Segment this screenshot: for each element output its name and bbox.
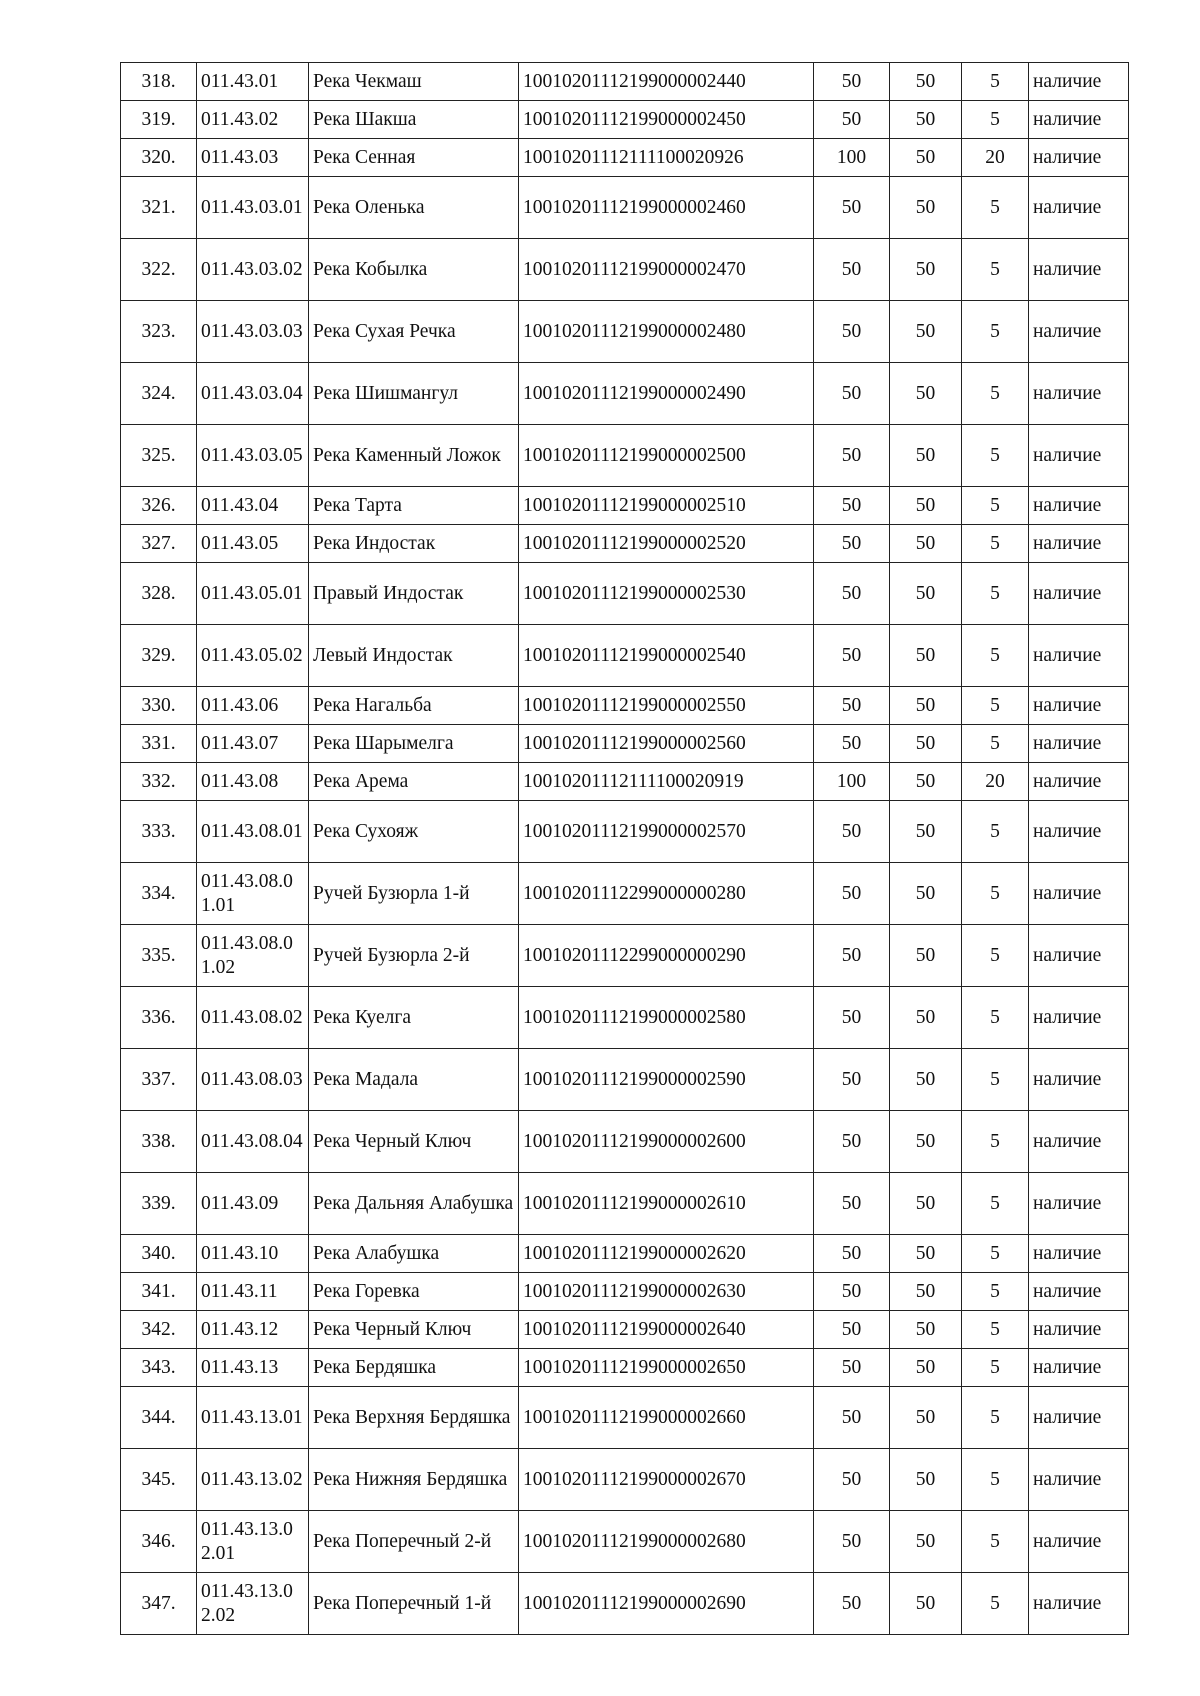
- status-cell: наличие: [1029, 1573, 1129, 1635]
- table-row: [121, 1111, 1129, 1173]
- row-number-cell: 323.: [121, 301, 197, 363]
- row-number-cell: 342.: [121, 1311, 197, 1349]
- value-c-cell: 20: [962, 139, 1029, 177]
- name-cell: Река Кобылка: [309, 239, 519, 301]
- table-row: [121, 1311, 1129, 1349]
- name-cell: Река Нижняя Бердяшка: [309, 1449, 519, 1511]
- registry-id-cell: 10010201112199000002450: [519, 101, 814, 139]
- table-row: [121, 1511, 1129, 1573]
- value-b-cell: 50: [890, 63, 962, 101]
- row-number-cell: 318.: [121, 63, 197, 101]
- registry-id-cell: 10010201112199000002540: [519, 625, 814, 687]
- code-cell: 011.43.01: [197, 63, 309, 101]
- status-cell: наличие: [1029, 725, 1129, 763]
- value-c-cell: 5: [962, 301, 1029, 363]
- registry-id-cell: 10010201112111100020926: [519, 139, 814, 177]
- value-a-cell: 50: [814, 363, 890, 425]
- status-cell: наличие: [1029, 177, 1129, 239]
- value-b-cell: 50: [890, 1049, 962, 1111]
- value-a-cell: 50: [814, 101, 890, 139]
- registry-id-cell: 10010201112199000002460: [519, 177, 814, 239]
- code-cell: 011.43.08.01: [197, 801, 309, 863]
- status-cell: наличие: [1029, 363, 1129, 425]
- registry-id-cell: 10010201112199000002500: [519, 425, 814, 487]
- table-row: [121, 1387, 1129, 1449]
- row-number-cell: 343.: [121, 1349, 197, 1387]
- value-b-cell: 50: [890, 863, 962, 925]
- value-c-cell: 5: [962, 525, 1029, 563]
- registry-id-cell: 10010201112199000002470: [519, 239, 814, 301]
- value-a-cell: 50: [814, 563, 890, 625]
- status-cell: наличие: [1029, 239, 1129, 301]
- name-cell: Река Арема: [309, 763, 519, 801]
- value-b-cell: 50: [890, 525, 962, 563]
- status-cell: наличие: [1029, 1387, 1129, 1449]
- row-number-cell: 337.: [121, 1049, 197, 1111]
- status-cell: наличие: [1029, 1511, 1129, 1573]
- value-c-cell: 5: [962, 363, 1029, 425]
- name-cell: Река Нагальба: [309, 687, 519, 725]
- table-row: [121, 563, 1129, 625]
- row-number-cell: 319.: [121, 101, 197, 139]
- name-cell: Река Поперечный 2-й: [309, 1511, 519, 1573]
- value-b-cell: 50: [890, 139, 962, 177]
- value-a-cell: 50: [814, 239, 890, 301]
- value-c-cell: 5: [962, 625, 1029, 687]
- name-cell: Ручей Бузюрла 2-й: [309, 925, 519, 987]
- table-row: [121, 363, 1129, 425]
- value-b-cell: 50: [890, 801, 962, 863]
- code-cell: 011.43.05: [197, 525, 309, 563]
- value-a-cell: 50: [814, 1449, 890, 1511]
- registry-id-cell: 10010201112199000002480: [519, 301, 814, 363]
- value-a-cell: 50: [814, 1111, 890, 1173]
- name-cell: Река Куелга: [309, 987, 519, 1049]
- table-row: [121, 801, 1129, 863]
- row-number-cell: 320.: [121, 139, 197, 177]
- status-cell: наличие: [1029, 1235, 1129, 1273]
- table-body: [121, 63, 1129, 1635]
- value-b-cell: 50: [890, 925, 962, 987]
- row-number-cell: 334.: [121, 863, 197, 925]
- value-a-cell: 100: [814, 763, 890, 801]
- code-cell: 011.43.09: [197, 1173, 309, 1235]
- document-page: [120, 62, 1128, 1635]
- row-number-cell: 322.: [121, 239, 197, 301]
- status-cell: наличие: [1029, 1449, 1129, 1511]
- value-a-cell: 50: [814, 725, 890, 763]
- row-number-cell: 339.: [121, 1173, 197, 1235]
- row-number-cell: 326.: [121, 487, 197, 525]
- value-c-cell: 5: [962, 1349, 1029, 1387]
- code-cell: 011.43.13: [197, 1349, 309, 1387]
- code-cell: 011.43.08.02: [197, 987, 309, 1049]
- name-cell: Река Верхняя Бердяшка: [309, 1387, 519, 1449]
- code-cell: 011.43.08.01.01: [197, 863, 309, 925]
- value-a-cell: 50: [814, 625, 890, 687]
- row-number-cell: 335.: [121, 925, 197, 987]
- value-a-cell: 100: [814, 139, 890, 177]
- row-number-cell: 321.: [121, 177, 197, 239]
- status-cell: наличие: [1029, 687, 1129, 725]
- code-cell: 011.43.11: [197, 1273, 309, 1311]
- status-cell: наличие: [1029, 863, 1129, 925]
- table-row: [121, 1235, 1129, 1273]
- value-c-cell: 5: [962, 487, 1029, 525]
- name-cell: Река Горевка: [309, 1273, 519, 1311]
- value-a-cell: 50: [814, 63, 890, 101]
- value-c-cell: 5: [962, 687, 1029, 725]
- registry-id-cell: 10010201112199000002580: [519, 987, 814, 1049]
- row-number-cell: 328.: [121, 563, 197, 625]
- value-c-cell: 5: [962, 177, 1029, 239]
- row-number-cell: 336.: [121, 987, 197, 1049]
- table-row: [121, 863, 1129, 925]
- status-cell: наличие: [1029, 1049, 1129, 1111]
- registry-id-cell: 10010201112199000002650: [519, 1349, 814, 1387]
- registry-id-cell: 10010201112199000002520: [519, 525, 814, 563]
- value-c-cell: 5: [962, 1235, 1029, 1273]
- value-b-cell: 50: [890, 1311, 962, 1349]
- row-number-cell: 331.: [121, 725, 197, 763]
- table-row: [121, 1173, 1129, 1235]
- code-cell: 011.43.06: [197, 687, 309, 725]
- registry-id-cell: 10010201112199000002690: [519, 1573, 814, 1635]
- registry-id-cell: 10010201112199000002560: [519, 725, 814, 763]
- value-b-cell: 50: [890, 301, 962, 363]
- value-c-cell: 5: [962, 1311, 1029, 1349]
- registry-id-cell: 10010201112299000000280: [519, 863, 814, 925]
- row-number-cell: 345.: [121, 1449, 197, 1511]
- value-c-cell: 5: [962, 1573, 1029, 1635]
- status-cell: наличие: [1029, 101, 1129, 139]
- value-c-cell: 5: [962, 1111, 1029, 1173]
- table-row: [121, 1273, 1129, 1311]
- table-row: [121, 687, 1129, 725]
- value-c-cell: 20: [962, 763, 1029, 801]
- name-cell: Река Мадала: [309, 1049, 519, 1111]
- value-b-cell: 50: [890, 425, 962, 487]
- status-cell: наличие: [1029, 425, 1129, 487]
- row-number-cell: 347.: [121, 1573, 197, 1635]
- name-cell: Река Черный Ключ: [309, 1311, 519, 1349]
- value-c-cell: 5: [962, 801, 1029, 863]
- value-c-cell: 5: [962, 1511, 1029, 1573]
- water-bodies-table: [120, 62, 1129, 1635]
- value-a-cell: 50: [814, 687, 890, 725]
- table-row: [121, 1449, 1129, 1511]
- value-a-cell: 50: [814, 987, 890, 1049]
- value-b-cell: 50: [890, 1111, 962, 1173]
- row-number-cell: 344.: [121, 1387, 197, 1449]
- value-c-cell: 5: [962, 1449, 1029, 1511]
- row-number-cell: 333.: [121, 801, 197, 863]
- code-cell: 011.43.08.01.02: [197, 925, 309, 987]
- code-cell: 011.43.04: [197, 487, 309, 525]
- name-cell: Река Чекмаш: [309, 63, 519, 101]
- value-a-cell: 50: [814, 301, 890, 363]
- registry-id-cell: 10010201112199000002570: [519, 801, 814, 863]
- status-cell: наличие: [1029, 1273, 1129, 1311]
- table-row: [121, 1049, 1129, 1111]
- name-cell: Река Алабушка: [309, 1235, 519, 1273]
- value-b-cell: 50: [890, 177, 962, 239]
- code-cell: 011.43.03: [197, 139, 309, 177]
- value-c-cell: 5: [962, 63, 1029, 101]
- name-cell: Река Индостак: [309, 525, 519, 563]
- value-b-cell: 50: [890, 725, 962, 763]
- table-row: [121, 425, 1129, 487]
- name-cell: Река Дальняя Алабушка: [309, 1173, 519, 1235]
- value-a-cell: 50: [814, 1349, 890, 1387]
- registry-id-cell: 10010201112199000002670: [519, 1449, 814, 1511]
- table-row: [121, 925, 1129, 987]
- status-cell: наличие: [1029, 525, 1129, 563]
- value-a-cell: 50: [814, 425, 890, 487]
- status-cell: наличие: [1029, 139, 1129, 177]
- registry-id-cell: 10010201112111100020919: [519, 763, 814, 801]
- name-cell: Правый Индостак: [309, 563, 519, 625]
- code-cell: 011.43.08.04: [197, 1111, 309, 1173]
- value-b-cell: 50: [890, 687, 962, 725]
- value-a-cell: 50: [814, 1511, 890, 1573]
- name-cell: Река Сенная: [309, 139, 519, 177]
- registry-id-cell: 10010201112199000002490: [519, 363, 814, 425]
- registry-id-cell: 10010201112199000002620: [519, 1235, 814, 1273]
- value-a-cell: 50: [814, 801, 890, 863]
- code-cell: 011.43.13.02.02: [197, 1573, 309, 1635]
- status-cell: наличие: [1029, 301, 1129, 363]
- status-cell: наличие: [1029, 987, 1129, 1049]
- name-cell: Река Бердяшка: [309, 1349, 519, 1387]
- status-cell: наличие: [1029, 487, 1129, 525]
- registry-id-cell: 10010201112199000002660: [519, 1387, 814, 1449]
- name-cell: Река Шишмангул: [309, 363, 519, 425]
- value-b-cell: 50: [890, 487, 962, 525]
- registry-id-cell: 10010201112199000002550: [519, 687, 814, 725]
- row-number-cell: 325.: [121, 425, 197, 487]
- code-cell: 011.43.12: [197, 1311, 309, 1349]
- registry-id-cell: 10010201112299000000290: [519, 925, 814, 987]
- status-cell: наличие: [1029, 1349, 1129, 1387]
- value-b-cell: 50: [890, 625, 962, 687]
- value-b-cell: 50: [890, 1273, 962, 1311]
- registry-id-cell: 10010201112199000002630: [519, 1273, 814, 1311]
- registry-id-cell: 10010201112199000002590: [519, 1049, 814, 1111]
- row-number-cell: 330.: [121, 687, 197, 725]
- value-b-cell: 50: [890, 1511, 962, 1573]
- code-cell: 011.43.08.03: [197, 1049, 309, 1111]
- code-cell: 011.43.08: [197, 763, 309, 801]
- name-cell: Река Черный Ключ: [309, 1111, 519, 1173]
- value-c-cell: 5: [962, 1173, 1029, 1235]
- value-a-cell: 50: [814, 1573, 890, 1635]
- value-a-cell: 50: [814, 925, 890, 987]
- registry-id-cell: 10010201112199000002510: [519, 487, 814, 525]
- value-a-cell: 50: [814, 487, 890, 525]
- value-c-cell: 5: [962, 563, 1029, 625]
- code-cell: 011.43.03.04: [197, 363, 309, 425]
- value-b-cell: 50: [890, 1387, 962, 1449]
- table-row: [121, 1573, 1129, 1635]
- status-cell: наличие: [1029, 63, 1129, 101]
- registry-id-cell: 10010201112199000002610: [519, 1173, 814, 1235]
- code-cell: 011.43.07: [197, 725, 309, 763]
- registry-id-cell: 10010201112199000002680: [519, 1511, 814, 1573]
- table-row: [121, 139, 1129, 177]
- name-cell: Левый Индостак: [309, 625, 519, 687]
- code-cell: 011.43.05.02: [197, 625, 309, 687]
- value-a-cell: 50: [814, 863, 890, 925]
- registry-id-cell: 10010201112199000002640: [519, 1311, 814, 1349]
- code-cell: 011.43.03.05: [197, 425, 309, 487]
- row-number-cell: 341.: [121, 1273, 197, 1311]
- value-b-cell: 50: [890, 1449, 962, 1511]
- code-cell: 011.43.13.01: [197, 1387, 309, 1449]
- status-cell: наличие: [1029, 925, 1129, 987]
- registry-id-cell: 10010201112199000002600: [519, 1111, 814, 1173]
- value-c-cell: 5: [962, 1049, 1029, 1111]
- value-a-cell: 50: [814, 1235, 890, 1273]
- code-cell: 011.43.13.02: [197, 1449, 309, 1511]
- code-cell: 011.43.13.02.01: [197, 1511, 309, 1573]
- value-a-cell: 50: [814, 1173, 890, 1235]
- value-b-cell: 50: [890, 563, 962, 625]
- value-b-cell: 50: [890, 763, 962, 801]
- table-row: [121, 725, 1129, 763]
- value-c-cell: 5: [962, 425, 1029, 487]
- value-b-cell: 50: [890, 1349, 962, 1387]
- registry-id-cell: 10010201112199000002440: [519, 63, 814, 101]
- value-a-cell: 50: [814, 1049, 890, 1111]
- table-row: [121, 1349, 1129, 1387]
- table-row: [121, 63, 1129, 101]
- table-row: [121, 239, 1129, 301]
- code-cell: 011.43.02: [197, 101, 309, 139]
- value-b-cell: 50: [890, 239, 962, 301]
- name-cell: Река Оленька: [309, 177, 519, 239]
- code-cell: 011.43.05.01: [197, 563, 309, 625]
- code-cell: 011.43.03.01: [197, 177, 309, 239]
- status-cell: наличие: [1029, 1173, 1129, 1235]
- status-cell: наличие: [1029, 563, 1129, 625]
- value-b-cell: 50: [890, 1573, 962, 1635]
- value-c-cell: 5: [962, 925, 1029, 987]
- row-number-cell: 346.: [121, 1511, 197, 1573]
- table-row: [121, 763, 1129, 801]
- name-cell: Река Сухояж: [309, 801, 519, 863]
- code-cell: 011.43.10: [197, 1235, 309, 1273]
- name-cell: Река Сухая Речка: [309, 301, 519, 363]
- row-number-cell: 329.: [121, 625, 197, 687]
- table-row: [121, 987, 1129, 1049]
- row-number-cell: 340.: [121, 1235, 197, 1273]
- value-a-cell: 50: [814, 525, 890, 563]
- value-c-cell: 5: [962, 863, 1029, 925]
- value-b-cell: 50: [890, 363, 962, 425]
- row-number-cell: 327.: [121, 525, 197, 563]
- value-b-cell: 50: [890, 1173, 962, 1235]
- value-a-cell: 50: [814, 1273, 890, 1311]
- value-c-cell: 5: [962, 987, 1029, 1049]
- name-cell: Река Поперечный 1-й: [309, 1573, 519, 1635]
- value-b-cell: 50: [890, 101, 962, 139]
- value-a-cell: 50: [814, 177, 890, 239]
- status-cell: наличие: [1029, 801, 1129, 863]
- table-row: [121, 487, 1129, 525]
- name-cell: Река Шакша: [309, 101, 519, 139]
- name-cell: Ручей Бузюрла 1-й: [309, 863, 519, 925]
- registry-id-cell: 10010201112199000002530: [519, 563, 814, 625]
- row-number-cell: 338.: [121, 1111, 197, 1173]
- value-c-cell: 5: [962, 1387, 1029, 1449]
- value-a-cell: 50: [814, 1387, 890, 1449]
- table-row: [121, 177, 1129, 239]
- code-cell: 011.43.03.03: [197, 301, 309, 363]
- status-cell: наличие: [1029, 1311, 1129, 1349]
- table-row: [121, 525, 1129, 563]
- code-cell: 011.43.03.02: [197, 239, 309, 301]
- value-b-cell: 50: [890, 1235, 962, 1273]
- value-c-cell: 5: [962, 1273, 1029, 1311]
- row-number-cell: 332.: [121, 763, 197, 801]
- status-cell: наличие: [1029, 763, 1129, 801]
- value-c-cell: 5: [962, 239, 1029, 301]
- name-cell: Река Тарта: [309, 487, 519, 525]
- table-row: [121, 625, 1129, 687]
- value-c-cell: 5: [962, 101, 1029, 139]
- value-b-cell: 50: [890, 987, 962, 1049]
- value-a-cell: 50: [814, 1311, 890, 1349]
- status-cell: наличие: [1029, 625, 1129, 687]
- row-number-cell: 324.: [121, 363, 197, 425]
- status-cell: наличие: [1029, 1111, 1129, 1173]
- table-row: [121, 101, 1129, 139]
- name-cell: Река Шарымелга: [309, 725, 519, 763]
- value-c-cell: 5: [962, 725, 1029, 763]
- table-row: [121, 301, 1129, 363]
- name-cell: Река Каменный Ложок: [309, 425, 519, 487]
